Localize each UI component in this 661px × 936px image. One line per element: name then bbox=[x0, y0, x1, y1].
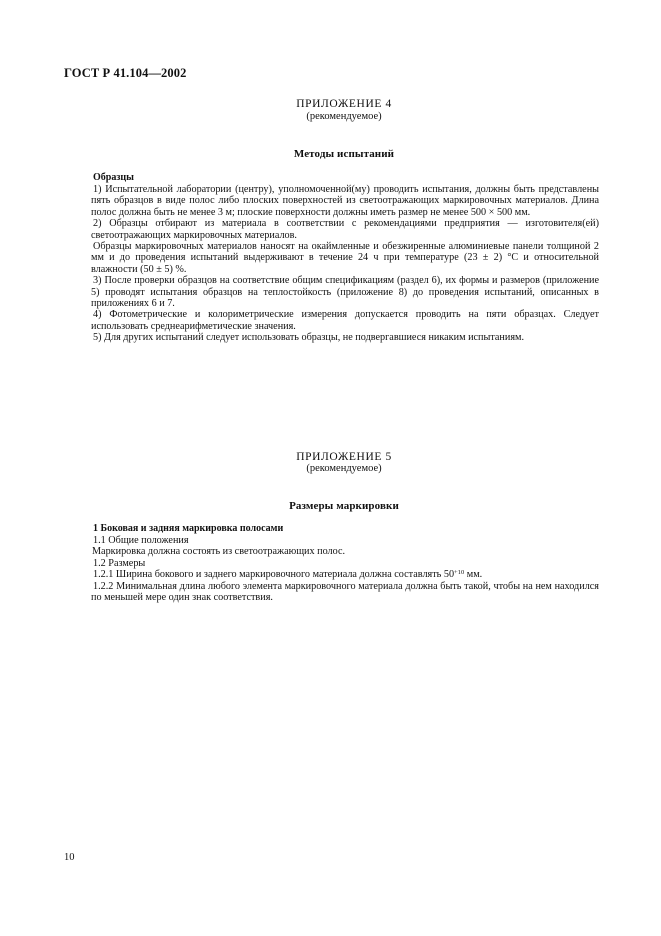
paragraph-2: 2) Образцы отбирают из материала в соответствии с рекомендациями предприятия — изготовителя(ей) светоотражающих маркировочных материалов. bbox=[91, 218, 599, 241]
appendix-5-subtitle: (рекомендуемое) bbox=[306, 463, 382, 474]
item-1-2-1 bbox=[91, 569, 599, 580]
appendix-4-heading: Методы испытаний bbox=[293, 148, 395, 160]
marking-subheading: 1 Боковая и задняя маркировка полосами bbox=[93, 523, 284, 534]
paragraph-5: 5) Для других испытаний следует использовать образцы, не подвергавшиеся никаким испытаниям. bbox=[93, 332, 525, 344]
paragraph-4: 4) Фотометрические и колориметрические измерения допускается проводить на пяти образцах. Следует использовать среднеарифметические значения. bbox=[91, 309, 599, 332]
paragraph-3: 3) После проверки образцов на соответствие общим спецификациям (раздел 6), их формы и размеров (приложение 5) проводят испытания образцов на теплостойкость (приложение 8) до проведения испытаний, описанных в приложениях 6 и 7. bbox=[91, 275, 599, 310]
item-1-1-text: Маркировка должна состоять из светоотражающих полос. bbox=[92, 546, 346, 558]
appendix-4-title: ПРИЛОЖЕНИЕ 4 bbox=[296, 98, 392, 110]
appendix-5-body bbox=[91, 523, 599, 603]
item-1-2-2: 1.2.2 Минимальная длина любого элемента маркировочного материала должна быть такой, чтобы на нем находился по меньшей мере один знак соответствия. bbox=[91, 580, 599, 604]
document-code: ГОСТ Р 41.104—2002 bbox=[64, 66, 187, 80]
appendix-4-body bbox=[91, 172, 599, 344]
page-number: 10 bbox=[64, 852, 75, 863]
paragraph-1: 1) Испытательной лаборатории (центру), уполномоченной(му) проводить испытания, должны быть представлены пять образцов в виде полос либо плоских поверхностей из светоотражающих маркировочных материалов. Длина полос должна быть не менее 3 м; плоские поверхности должны иметь размер не менее 500 × 500 мм. bbox=[91, 184, 599, 218]
item-1-2-1-unit: мм. bbox=[464, 569, 483, 581]
appendix-4-subtitle: (рекомендуемое) bbox=[306, 111, 382, 122]
samples-subheading: Образцы bbox=[93, 172, 134, 183]
item-1-2-1-text: 1.2.1 Ширина бокового и заднего маркировочного материала должна составлять 50 bbox=[93, 569, 455, 581]
tolerance-superscript: +10 bbox=[454, 569, 465, 577]
paragraph-2b: Образцы маркировочных материалов наносят на окаймленные и обезжиренные алюминиевые панели толщиной 2 мм и до проведения испытаний выдерживают в течение 24 ч при температуре (23 ± 2) °С и относительной влажности (50 ± 5) %. bbox=[91, 241, 599, 275]
appendix-5-heading: Размеры маркировки bbox=[289, 500, 399, 512]
appendix-5-title: ПРИЛОЖЕНИЕ 5 bbox=[296, 451, 392, 463]
item-1-1: 1.1 Общие положения bbox=[93, 535, 189, 546]
item-1-2: 1.2 Размеры bbox=[93, 557, 146, 569]
